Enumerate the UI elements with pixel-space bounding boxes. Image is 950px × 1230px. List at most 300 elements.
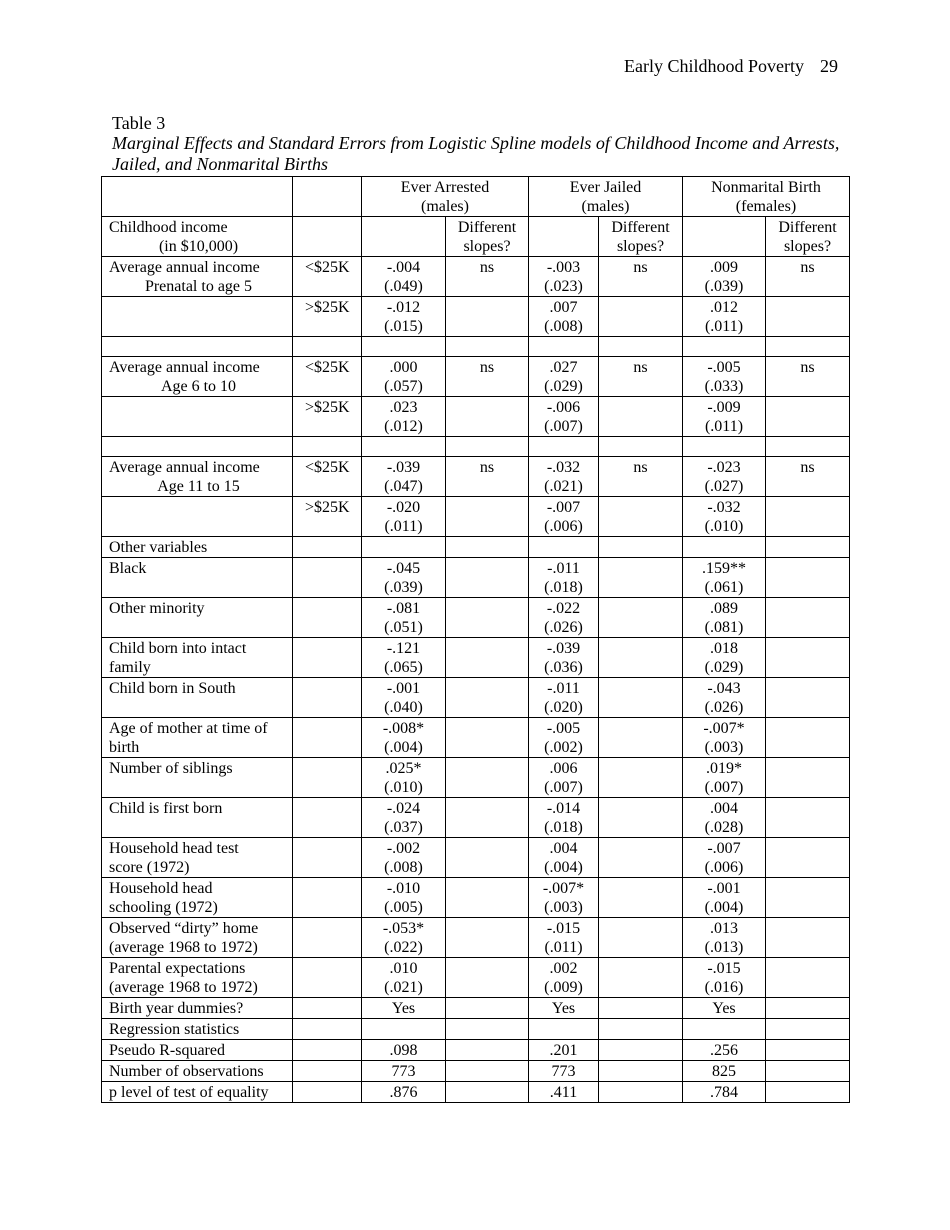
cell-line: .023 <box>389 399 418 416</box>
nonmarital-birth-estimate <box>683 878 766 918</box>
empty-cell <box>766 337 850 357</box>
ever-arrested-estimate <box>362 1061 446 1082</box>
nonmarital-birth-estimate <box>683 1019 766 1040</box>
ever-jailed-estimate <box>529 537 599 558</box>
ever-arrested-different-slopes <box>446 798 529 838</box>
cell-line: (.081) <box>704 619 744 636</box>
ever-jailed-different-slopes <box>599 537 683 558</box>
nonmarital-birth-estimate <box>683 558 766 598</box>
ever-jailed-estimate <box>529 598 599 638</box>
cell-line: (.023) <box>544 278 583 295</box>
table-title: Marginal Effects and Standard Errors from Logistic Spline models of Childhood Income and Arrests, Jailed, and Nonmarital Births <box>112 133 840 174</box>
cell-line: Age of mother at time of <box>109 720 268 737</box>
nonmarital-birth-estimate <box>683 678 766 718</box>
ever-arrested-estimate <box>362 1082 446 1103</box>
nonmarital-birth-different-slopes <box>766 558 850 598</box>
row-label <box>102 297 293 337</box>
ever-jailed-estimate <box>529 1061 599 1082</box>
ever-jailed-estimate <box>529 1019 599 1040</box>
cell-line: schooling (1972) <box>109 899 218 916</box>
cell-line: (average 1968 to 1972) <box>109 979 258 996</box>
cell-line: (.057) <box>384 378 423 395</box>
row-label <box>102 1040 293 1061</box>
ever-arrested-estimate <box>362 257 446 297</box>
cell-line: .784 <box>710 1084 738 1101</box>
ever-jailed-different-slopes <box>599 297 683 337</box>
cell-line: .013 <box>710 920 738 937</box>
nonmarital-birth-different-slopes <box>766 838 850 878</box>
nonmarital-birth-different-slopes <box>766 1040 850 1061</box>
ever-arrested-different-slopes: ns <box>446 357 529 397</box>
cell-line: -.045 <box>386 560 421 577</box>
ever-arrested-different-slopes <box>446 758 529 798</box>
cell-line: -.014 <box>546 800 581 817</box>
row-label <box>102 457 293 497</box>
cell-line: (.047) <box>384 478 423 495</box>
ever-jailed-different-slopes <box>599 1040 683 1061</box>
cell-line: -.039 <box>546 640 581 657</box>
cell-line: -.081 <box>386 600 421 617</box>
table-row <box>102 998 850 1019</box>
cell-line: (.011) <box>704 418 744 435</box>
ever-arrested-different-slopes <box>446 497 529 537</box>
ever-arrested-estimate <box>362 758 446 798</box>
ever-arrested-estimate <box>362 497 446 537</box>
cell-line: (.026) <box>544 619 583 636</box>
nonmarital-birth-estimate <box>683 397 766 437</box>
nonmarital-birth-different-slopes <box>766 1082 850 1103</box>
nonmarital-birth-different-slopes <box>766 878 850 918</box>
ever-jailed-different-slopes: ns <box>599 357 683 397</box>
cell-line: (.004) <box>704 899 744 916</box>
nonmarital-birth-estimate <box>683 998 766 1019</box>
cell-line: Birth year dummies? <box>109 1000 244 1017</box>
ever-arrested-different-slopes <box>446 998 529 1019</box>
cell-line: .098 <box>389 1042 418 1059</box>
cell-line: Ever Arrested <box>400 179 490 196</box>
cell-line: (.049) <box>384 278 423 295</box>
row-label <box>102 558 293 598</box>
ever-jailed-different-slopes: ns <box>599 257 683 297</box>
nonmarital-birth-different-slopes <box>766 1019 850 1040</box>
ever-jailed-estimate <box>529 838 599 878</box>
cell-line: (.008) <box>384 859 423 876</box>
ever-jailed-estimate <box>529 998 599 1019</box>
nonmarital-birth-estimate <box>683 297 766 337</box>
cell-line: .025* <box>385 760 422 777</box>
cell-line: Pseudo R-squared <box>109 1042 225 1059</box>
header-empty-cell <box>102 177 293 217</box>
nonmarital-birth-estimate <box>683 598 766 638</box>
income-band <box>293 958 362 998</box>
row-label <box>102 918 293 958</box>
ever-arrested-estimate <box>362 558 446 598</box>
ever-jailed-estimate <box>529 718 599 758</box>
cell-line: p level of test of equality <box>109 1084 269 1101</box>
cell-line: .876 <box>389 1084 418 1101</box>
nonmarital-birth-estimate <box>683 958 766 998</box>
ever-jailed-different-slopes <box>599 998 683 1019</box>
income-band: <$25K <box>293 357 362 397</box>
cell-line: (.005) <box>384 899 423 916</box>
cell-line: (.010) <box>704 518 744 535</box>
income-band <box>293 718 362 758</box>
ever-arrested-estimate <box>362 798 446 838</box>
cell-line: Different <box>611 219 670 236</box>
ever-arrested-estimate <box>362 958 446 998</box>
nonmarital-birth-different-slopes <box>766 1061 850 1082</box>
income-band <box>293 998 362 1019</box>
table-row <box>102 297 850 337</box>
ever-jailed-estimate <box>529 257 599 297</box>
ever-jailed-different-slopes <box>599 598 683 638</box>
cell-line: -.011 <box>547 560 580 577</box>
cell-line: (.004) <box>384 739 423 756</box>
ever-arrested-estimate <box>362 457 446 497</box>
income-band: <$25K <box>293 257 362 297</box>
income-band <box>293 678 362 718</box>
table-row <box>102 1082 850 1103</box>
income-band <box>293 537 362 558</box>
row-label <box>102 958 293 998</box>
cell-line: Household head <box>109 880 213 897</box>
income-band <box>293 1040 362 1061</box>
table-row <box>102 838 850 878</box>
ever-arrested-different-slopes <box>446 678 529 718</box>
cell-line: (.015) <box>384 318 423 335</box>
nonmarital-birth-different-slopes <box>766 918 850 958</box>
ever-jailed-different-slopes <box>599 758 683 798</box>
cell-line: (.026) <box>704 699 744 716</box>
cell-line: -.020 <box>386 499 421 516</box>
different-slopes-header <box>766 217 850 257</box>
nonmarital-birth-estimate <box>683 497 766 537</box>
ever-jailed-different-slopes <box>599 918 683 958</box>
running-title: Early Childhood Poverty <box>624 56 804 76</box>
income-band <box>293 1061 362 1082</box>
cell-line: (.004) <box>544 859 583 876</box>
ever-jailed-different-slopes <box>599 1061 683 1082</box>
ever-arrested-different-slopes <box>446 1019 529 1040</box>
empty-cell <box>362 437 446 457</box>
cell-line: Childhood income <box>109 219 228 236</box>
cell-line: Yes <box>551 1000 576 1017</box>
ever-jailed-different-slopes <box>599 678 683 718</box>
income-band: >$25K <box>293 497 362 537</box>
table-row <box>102 598 850 638</box>
cell-line: 825 <box>712 1063 736 1080</box>
ever-arrested-different-slopes <box>446 397 529 437</box>
row-label <box>102 758 293 798</box>
table-row <box>102 878 850 918</box>
cell-line: .006 <box>549 760 578 777</box>
ever-jailed-estimate <box>529 918 599 958</box>
cell-line: -.015 <box>546 920 581 937</box>
different-slopes-header <box>599 217 683 257</box>
cell-line: -.032 <box>707 499 741 516</box>
empty-cell <box>529 217 599 257</box>
cell-line: (.006) <box>544 518 583 535</box>
cell-line: .009 <box>710 259 738 276</box>
ever-jailed-estimate <box>529 1040 599 1061</box>
table-row <box>102 558 850 598</box>
cell-line: Household head test <box>109 840 239 857</box>
table-row <box>102 958 850 998</box>
cell-line: (.010) <box>384 779 423 796</box>
cell-line: -.003 <box>546 259 581 276</box>
table-row <box>102 678 850 718</box>
ever-jailed-different-slopes <box>599 878 683 918</box>
row-label <box>102 878 293 918</box>
nonmarital-birth-different-slopes: ns <box>766 357 850 397</box>
income-band <box>293 758 362 798</box>
cell-line: Child born into intact <box>109 640 247 657</box>
income-band <box>293 918 362 958</box>
cell-line: Ever Jailed <box>569 179 642 196</box>
ever-jailed-estimate <box>529 558 599 598</box>
cell-line: -.022 <box>546 600 581 617</box>
cell-line: (.021) <box>384 979 423 996</box>
ever-jailed-estimate <box>529 798 599 838</box>
ever-arrested-estimate <box>362 357 446 397</box>
nonmarital-birth-different-slopes <box>766 537 850 558</box>
cell-line: .004 <box>710 800 738 817</box>
cell-line: (average 1968 to 1972) <box>109 939 258 956</box>
ever-jailed-estimate <box>529 357 599 397</box>
ever-jailed-different-slopes <box>599 1019 683 1040</box>
nonmarital-birth-different-slopes <box>766 397 850 437</box>
cell-line: 773 <box>551 1063 576 1080</box>
ever-arrested-estimate <box>362 1019 446 1040</box>
nonmarital-birth-estimate <box>683 838 766 878</box>
ever-arrested-estimate <box>362 537 446 558</box>
cell-line: -.012 <box>386 299 421 316</box>
cell-line: (.022) <box>384 939 423 956</box>
cell-line: .089 <box>710 600 738 617</box>
cell-line: (.061) <box>704 579 744 596</box>
table-row <box>102 1040 850 1061</box>
row-label <box>102 1019 293 1040</box>
cell-line: Nonmarital Birth <box>711 179 821 196</box>
income-band: <$25K <box>293 457 362 497</box>
row-label <box>102 798 293 838</box>
nonmarital-birth-header <box>683 177 850 217</box>
nonmarital-birth-different-slopes <box>766 678 850 718</box>
cell-line: (.009) <box>544 979 583 996</box>
empty-cell <box>683 217 766 257</box>
cell-line: (.007) <box>704 779 744 796</box>
nonmarital-birth-different-slopes <box>766 718 850 758</box>
nonmarital-birth-different-slopes <box>766 998 850 1019</box>
cell-line: Age 11 to 15 <box>157 478 240 495</box>
cell-line: (.027) <box>704 478 744 495</box>
cell-line: Average annual income <box>109 259 260 276</box>
cell-line: (.037) <box>384 819 423 836</box>
ever-jailed-header <box>529 177 683 217</box>
cell-line: -.005 <box>546 720 581 737</box>
cell-line: (.020) <box>544 699 583 716</box>
row-label <box>102 998 293 1019</box>
cell-line: -.011 <box>547 680 580 697</box>
cell-line: Yes <box>391 1000 416 1017</box>
table-row <box>102 457 850 497</box>
ever-arrested-estimate <box>362 297 446 337</box>
cell-line: (.003) <box>704 739 744 756</box>
cell-line: .201 <box>549 1042 578 1059</box>
income-band: >$25K <box>293 397 362 437</box>
ever-jailed-estimate <box>529 758 599 798</box>
cell-line: Different <box>457 219 517 236</box>
cell-line: score (1972) <box>109 859 190 876</box>
cell-line: -.001 <box>386 680 421 697</box>
ever-jailed-different-slopes <box>599 497 683 537</box>
table-row <box>102 758 850 798</box>
cell-line: (.008) <box>544 318 583 335</box>
cell-line: .159** <box>702 560 746 577</box>
cell-line: (.033) <box>704 378 744 395</box>
running-header <box>624 56 838 77</box>
cell-line: Observed “dirty” home <box>109 920 259 937</box>
cell-line: birth <box>109 739 140 756</box>
empty-cell <box>102 337 293 357</box>
ever-jailed-estimate <box>529 457 599 497</box>
cell-line: Parental expectations <box>109 960 246 977</box>
ever-jailed-estimate <box>529 397 599 437</box>
table-row <box>102 1019 850 1040</box>
nonmarital-birth-estimate <box>683 918 766 958</box>
cell-line: Regression statistics <box>109 1021 240 1038</box>
empty-cell <box>683 437 766 457</box>
nonmarital-birth-estimate <box>683 798 766 838</box>
cell-line: .019* <box>706 760 742 777</box>
cell-line: (.011) <box>384 518 423 535</box>
cell-line: (.013) <box>704 939 744 956</box>
cell-line: .010 <box>389 960 418 977</box>
ever-arrested-different-slopes <box>446 918 529 958</box>
cell-line: -.121 <box>386 640 421 657</box>
ever-jailed-estimate <box>529 678 599 718</box>
cell-line: -.004 <box>386 259 421 276</box>
ever-jailed-estimate <box>529 1082 599 1103</box>
spacer-row <box>102 337 850 357</box>
row-label <box>102 397 293 437</box>
row-label <box>102 1082 293 1103</box>
income-band: >$25K <box>293 297 362 337</box>
nonmarital-birth-different-slopes <box>766 598 850 638</box>
cell-line: -.002 <box>386 840 421 857</box>
income-band <box>293 838 362 878</box>
empty-cell <box>293 217 362 257</box>
cell-line: -.007 <box>707 840 741 857</box>
cell-line: -.023 <box>707 459 741 476</box>
ever-jailed-different-slopes <box>599 1082 683 1103</box>
cell-line: .256 <box>710 1042 738 1059</box>
cell-line: (.016) <box>704 979 744 996</box>
cell-line: .002 <box>549 960 578 977</box>
cell-line: (.007) <box>544 418 583 435</box>
nonmarital-birth-different-slopes <box>766 297 850 337</box>
cell-line: -.039 <box>386 459 421 476</box>
cell-line: -.043 <box>707 680 741 697</box>
ever-jailed-estimate <box>529 497 599 537</box>
row-label <box>102 718 293 758</box>
nonmarital-birth-different-slopes <box>766 497 850 537</box>
ever-arrested-different-slopes <box>446 838 529 878</box>
empty-cell <box>362 217 446 257</box>
ever-arrested-estimate <box>362 918 446 958</box>
nonmarital-birth-estimate <box>683 537 766 558</box>
ever-arrested-header <box>362 177 529 217</box>
cell-line: .012 <box>710 299 738 316</box>
ever-arrested-estimate <box>362 1040 446 1061</box>
nonmarital-birth-different-slopes <box>766 758 850 798</box>
cell-line: .411 <box>549 1084 578 1101</box>
ever-jailed-different-slopes <box>599 558 683 598</box>
table-row <box>102 397 850 437</box>
row-label <box>102 638 293 678</box>
cell-line: Number of siblings <box>109 760 233 777</box>
cell-line: Other minority <box>109 600 205 617</box>
row-label <box>102 537 293 558</box>
cell-line: -.032 <box>546 459 581 476</box>
nonmarital-birth-estimate <box>683 1061 766 1082</box>
cell-line: (.039) <box>384 579 423 596</box>
ever-jailed-estimate <box>529 958 599 998</box>
table-row <box>102 798 850 838</box>
nonmarital-birth-estimate <box>683 1040 766 1061</box>
cell-line: (.011) <box>544 939 583 956</box>
cell-line: (.002) <box>544 739 583 756</box>
ever-jailed-different-slopes <box>599 718 683 758</box>
cell-line: -.007* <box>703 720 745 737</box>
cell-line: (females) <box>735 198 797 215</box>
table-row <box>102 1061 850 1082</box>
row-label <box>102 838 293 878</box>
empty-cell <box>293 437 362 457</box>
cell-line: -.001 <box>707 880 741 897</box>
cell-line: .000 <box>389 359 418 376</box>
empty-cell <box>683 337 766 357</box>
nonmarital-birth-different-slopes <box>766 638 850 678</box>
cell-line: -.024 <box>386 800 421 817</box>
cell-line: Black <box>109 560 147 577</box>
results-table <box>101 176 850 1103</box>
ever-jailed-estimate <box>529 297 599 337</box>
cell-line: (.021) <box>544 478 583 495</box>
spacer-row <box>102 437 850 457</box>
ever-arrested-estimate <box>362 878 446 918</box>
cell-line: .018 <box>710 640 738 657</box>
nonmarital-birth-estimate <box>683 257 766 297</box>
ever-arrested-different-slopes: ns <box>446 257 529 297</box>
empty-cell <box>362 337 446 357</box>
ever-arrested-different-slopes <box>446 1040 529 1061</box>
cell-line: -.008* <box>382 720 425 737</box>
row-label <box>102 217 293 257</box>
cell-line: Different <box>778 219 837 236</box>
ever-arrested-different-slopes <box>446 598 529 638</box>
cell-line: family <box>109 659 151 676</box>
income-band <box>293 598 362 638</box>
ever-arrested-different-slopes <box>446 537 529 558</box>
ever-arrested-different-slopes: ns <box>446 457 529 497</box>
cell-line: -.053* <box>382 920 425 937</box>
ever-arrested-different-slopes <box>446 1061 529 1082</box>
ever-jailed-estimate <box>529 638 599 678</box>
cell-line: -.006 <box>546 399 581 416</box>
cell-line: 773 <box>391 1063 416 1080</box>
ever-arrested-estimate <box>362 678 446 718</box>
